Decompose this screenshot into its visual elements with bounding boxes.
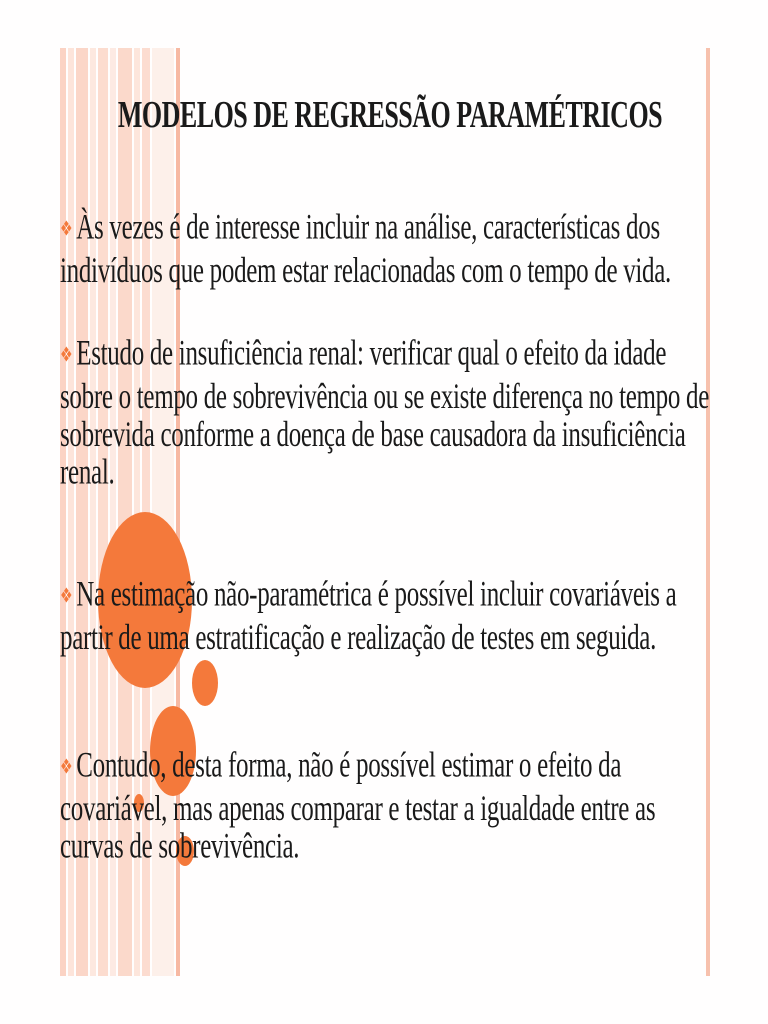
bullet-paragraph [60, 576, 710, 657]
bullet-icon: ❖ [60, 219, 73, 242]
paragraph-text: Na estimação não-paramétrica é possível incluir covariáveis a partir de uma estratificação e realização de testes em seguida. [60, 574, 677, 658]
paragraph-text: Contudo, desta forma, não é possível estimar o efeito da covariável, mas apenas comparar e testar a igualdade entre as curvas de sobrevivência. [60, 745, 656, 867]
bullet-icon: ❖ [60, 757, 73, 780]
bullet-icon: ❖ [60, 586, 73, 609]
paragraph-text: Às vezes é de interesse incluir na análise, características dos indivíduos que podem estar relacionadas com o tempo de vida. [60, 208, 671, 291]
bullet-icon: ❖ [60, 345, 73, 368]
slide-content [60, 92, 710, 867]
bullet-paragraph [60, 336, 710, 493]
slide-title: MODELOS DE REGRESSÃO PARAMÉTRICOS [117, 93, 663, 136]
paragraph-text: Estudo de insuficiência renal: verificar qual o efeito da idade sobre o tempo de sobrevivência ou se existe diferença no tempo de sobrevida conforme a doença de base causadora da insuficiência renal. [60, 334, 710, 493]
decor-circle-small [192, 660, 218, 706]
bullet-paragraph [60, 209, 710, 290]
bullet-paragraph [60, 747, 710, 866]
